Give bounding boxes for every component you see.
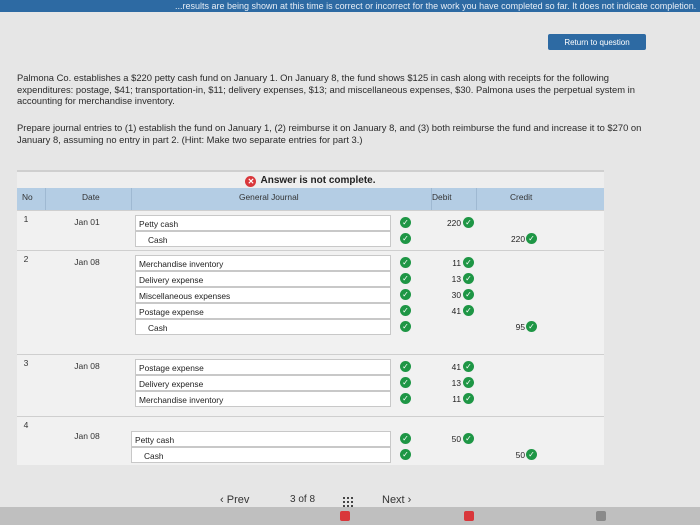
check-icon: ✓ [463,377,474,388]
taskbar-app-icon[interactable] [340,511,350,521]
page-of: of [298,494,307,505]
page-content [0,12,700,507]
check-icon: ✓ [400,433,411,444]
check-icon: ✓ [463,257,474,268]
debit-value: 41 [451,306,461,316]
debit-field[interactable] [431,447,475,463]
answer-status-text: Answer is not complete. [260,175,376,186]
debit-value: 13 [451,378,461,388]
check-icon: ✓ [463,217,474,228]
prev-label: Prev [226,494,250,506]
header-debit: Debit [432,192,452,202]
credit-field[interactable] [477,215,539,231]
journal-entry-row [17,354,604,417]
next-label: Next [382,494,405,506]
entry-number: 4 [23,420,29,430]
check-icon: ✓ [463,305,474,316]
header-credit: Credit [510,192,533,202]
credit-field[interactable] [477,287,539,303]
credit-field[interactable] [477,303,539,319]
page-total: 8 [309,494,316,505]
header-general-journal: General Journal [239,192,299,202]
check-icon: ✓ [400,449,411,460]
journal-entry-row [17,210,604,251]
check-icon: ✓ [463,393,474,404]
check-icon: ✓ [400,257,411,268]
header-no: No [22,192,33,202]
debit-value: 220 [447,218,461,228]
instruction-text: Prepare journal entries to (1) establish the fund on January 1, (2) reimburse it on January 8, and (3) both reimburse the fund and increase it to $270 on January 8, assuming no entry in part 2. (Hint: Make two separate entries for part 3.) [17,122,642,145]
check-icon: ✓ [400,393,411,404]
entry-number: 2 [23,254,29,264]
account-field[interactable]: Cash [135,319,391,335]
taskbar-app-icon[interactable] [596,511,606,521]
account-field[interactable]: Miscellaneous expenses [135,287,391,303]
taskbar [0,507,700,525]
credit-value: 220 [511,234,525,244]
check-icon: ✓ [400,233,411,244]
check-icon: ✓ [400,305,411,316]
credit-field[interactable] [477,271,539,287]
account-field[interactable]: Delivery expense [135,271,391,287]
x-icon: ✕ [245,176,256,187]
debit-value: 11 [452,394,461,404]
debit-value: 41 [451,362,461,372]
check-icon: ✓ [463,361,474,372]
taskbar-app-icon[interactable] [464,511,474,521]
problem-text: Palmona Co. establishes a $220 petty cash fund on January 1. On January 8, the fund shows $125 in cash along with receipts for the following expenditures: postage, $41; transportation-in, $11; delivery expenses, $13; and miscellaneous expenses, $30. Palmona uses the perpetual system in accounting for merchandise inventory. [17,72,635,106]
credit-field[interactable] [477,375,539,391]
check-icon: ✓ [400,361,411,372]
account-field[interactable]: Postage expense [135,359,391,375]
account-field[interactable]: Postage expense [135,303,391,319]
entry-date: Jan 08 [74,361,100,371]
credit-field[interactable] [477,255,539,271]
page-current: 3 [290,494,296,505]
header-date: Date [82,192,100,202]
credit-value: 50 [515,450,525,460]
account-field[interactable]: Merchandise inventory [135,391,391,407]
journal-entry-row [17,416,604,465]
check-icon: ✓ [400,289,411,300]
check-icon: ✓ [400,273,411,284]
check-icon: ✓ [400,377,411,388]
account-field[interactable]: Delivery expense [135,375,391,391]
return-to-question-button[interactable]: Return to question [548,34,646,50]
next-button[interactable]: Next › [382,494,412,506]
journal-entry-row [17,250,604,355]
top-banner-text: ...results are being shown at this time is correct or incorrect for the work you have completed so far. It does not indicate completion. [175,1,697,11]
credit-field[interactable] [477,359,539,375]
credit-field[interactable] [477,391,539,407]
answer-status-banner [17,170,604,190]
table-header [17,188,604,210]
debit-value: 50 [451,434,461,444]
check-icon: ✓ [400,217,411,228]
account-field[interactable]: Petty cash [131,431,391,447]
credit-field[interactable] [477,431,539,447]
entry-number: 1 [23,214,29,224]
account-field[interactable]: Merchandise inventory [135,255,391,271]
check-icon: ✓ [526,233,537,244]
debit-field[interactable] [431,231,475,247]
entry-date: Jan 01 [74,217,100,227]
entry-number: 3 [23,358,29,368]
account-field[interactable]: Petty cash [135,215,391,231]
entry-date: Jan 08 [74,257,100,267]
account-field[interactable]: Cash [131,447,391,463]
debit-value: 30 [451,290,461,300]
journal-table [17,188,604,464]
entry-date: Jan 08 [74,431,100,441]
check-icon: ✓ [463,273,474,284]
debit-value: 13 [451,274,461,284]
debit-value: 11 [452,258,461,268]
credit-value: 95 [515,322,525,332]
page-indicator [290,494,315,505]
top-banner [0,0,700,12]
grid-icon[interactable] [343,495,355,507]
debit-field[interactable] [431,319,475,335]
check-icon: ✓ [400,321,411,332]
check-icon: ✓ [463,433,474,444]
check-icon: ✓ [463,289,474,300]
check-icon: ✓ [526,321,537,332]
prev-button[interactable]: ‹ Prev [220,494,250,506]
check-icon: ✓ [526,449,537,460]
account-field[interactable]: Cash [135,231,391,247]
